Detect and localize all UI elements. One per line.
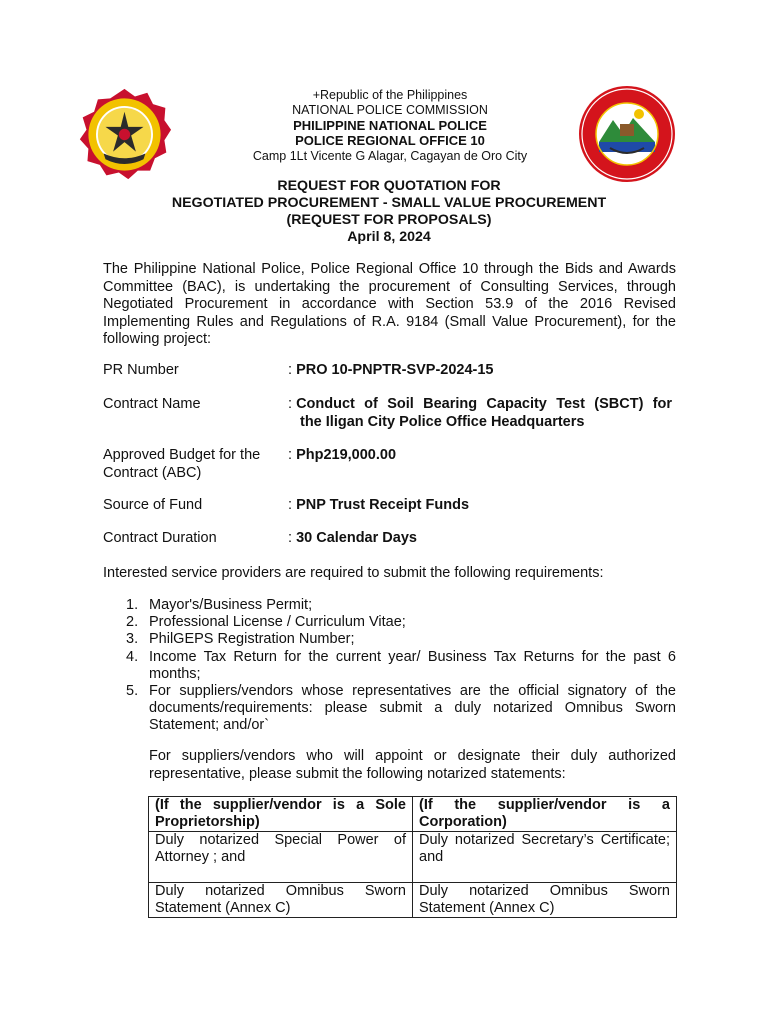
- list-item: 5. For suppliers/vendors whose representatives are the official signatory of the documents/requirements: please submit a duly notarized Omnibus Sworn Statement; and/or`: [126, 683, 676, 734]
- detail-label: Contract Duration: [103, 530, 217, 546]
- detail-label: Contract Name: [103, 396, 201, 412]
- detail-value: Conduct of Soil Bearing Capacity Test (SBCT) for: [296, 396, 673, 412]
- header-pro10: POLICE REGIONAL OFFICE 10: [295, 133, 485, 148]
- table-row: [149, 883, 677, 918]
- table-cell: Duly notarized Omnibus Sworn Statement (Annex C): [413, 883, 677, 918]
- title-line-3: (REQUEST FOR PROPOSALS): [286, 212, 492, 228]
- document-page: +Republic of the Philippines NATIONAL POLICE COMMISSION PHILIPPINE NATIONAL POLICE POLICE REGIONAL OFFICE 10 Camp 1Lt Vicente G Alagar, Cagayan de Oro City REQUEST FOR QUOTATION FOR NEGOTIATED PROCUREMENT - SMALL VALUE PROCUREMENT (REQUEST FOR PROPOSALS) April 8, 2024 The Philippine National Police, Police Regional Office 10 through the Bids and Awards Committee (BAC), is undertaking the procurement of Consulting Services, through Negotiated Procurement in accordance with Section 53.9 of the 2016 Revised Implementing Rules and Regulations of R.A. 9184 (Small Value Procurement), for the following project: PR Number : PRO 10-PNPTR-SVP-2024-15 Contract Name : Conduct of Soil Bearing Capacity Test (SBCT) for the Iligan City Police Office Headquarters Approved Budget for the Contract (ABC) : Php219,000.00 Source of Fund : PNP Trust Receipt Funds Contract Duration : 30 Calendar Days Interested service providers are required to submit the following requirements: 1. Mayor's/Business Permit; 2. Professional License / Curriculum Vitae; 3. PhilGEPS Registration Number; 4. Income Tax Return for the current year/ Business Tax Returns for the past 6 months; 5. For suppliers/vendors whose representatives are the official signatory of the documents/requirements: please submit a duly notarized Omnibus Sworn Statement; and/or` For suppliers/vendors who will appoint or designate their duly authorized representative, please submit the following notarized statements: (If the supplier/vendor is a Sole Proprietorship) (If the supplier/vendor is a Corporation) Duly notarized Special Power of Attorney ; and Duly notarized Secretary’s Certificate; and Duly notarized Omnibus Sworn Statement (Annex C) Duly notarized Omnibus Sworn Statement (Annex C): [0, 0, 770, 1024]
- header-address: Camp 1Lt Vicente G Alagar, Cagayan de Oro City: [252, 149, 528, 163]
- detail-value: 30 Calendar Days: [296, 530, 417, 546]
- list-item: 2. Professional License / Curriculum Vitae;: [126, 614, 406, 631]
- header-republic: +Republic of the Philippines: [312, 88, 468, 102]
- list-item: 4. Income Tax Return for the current year/ Business Tax Returns for the past 6 months;: [126, 648, 676, 682]
- pnp-seal-icon: [77, 87, 172, 182]
- detail-value-cont: the Iligan City Police Office Headquarters: [300, 413, 585, 430]
- detail-label-cont: Contract (ABC): [103, 464, 202, 481]
- detail-value: PNP Trust Receipt Funds: [296, 497, 470, 513]
- intro-paragraph: The Philippine National Police, Police Regional Office 10 through the Bids and Awards Committee (BAC), is undertaking the procurement of Consulting Services, through Negotiated Procurement in accordance with Section 53.9 of the 2016 Revised Implementing Rules and Regulations of R.A. 9184 (Small Value Procurement), for the following project:: [103, 261, 676, 348]
- table-header-corporation: (If the supplier/vendor is a Corporation): [413, 797, 677, 832]
- document-title: [100, 178, 678, 246]
- detail-value: Php219,000.00: [296, 447, 397, 463]
- table-row: [149, 832, 677, 883]
- detail-label: PR Number: [103, 362, 179, 378]
- list-item: 1. Mayor's/Business Permit;: [126, 597, 313, 613]
- appoint-paragraph: For suppliers/vendors who will appoint or designate their duly authorized representative, please submit the following notarized statements:: [149, 748, 676, 782]
- header-pnp: PHILIPPINE NATIONAL POLICE: [293, 118, 487, 133]
- requirements-intro: Interested service providers are required to submit the following requirements:: [103, 565, 604, 581]
- table-header-sole: (If the supplier/vendor is a Sole Proprietorship): [149, 797, 413, 832]
- detail-label: Approved Budget for the: [103, 447, 261, 463]
- title-line-1: REQUEST FOR QUOTATION FOR: [277, 178, 501, 194]
- list-item: 3. PhilGEPS Registration Number;: [126, 631, 355, 648]
- header-napolcom: NATIONAL POLICE COMMISSION: [292, 103, 488, 117]
- table-cell: Duly notarized Special Power of Attorney ; and: [149, 832, 413, 883]
- detail-value: PRO 10-PNPTR-SVP-2024-15: [296, 362, 494, 378]
- statements-table: [148, 796, 677, 918]
- title-line-2: NEGOTIATED PROCUREMENT - SMALL VALUE PROCUREMENT: [171, 195, 607, 211]
- title-date: April 8, 2024: [347, 229, 431, 245]
- pro10-seal-icon: [577, 84, 677, 184]
- table-cell: Duly notarized Omnibus Sworn Statement (Annex C): [149, 883, 413, 918]
- letterhead: [200, 88, 580, 164]
- detail-label: Source of Fund: [103, 497, 203, 513]
- table-cell: Duly notarized Secretary’s Certificate; and: [413, 832, 677, 883]
- table-row: [149, 797, 677, 832]
- requirements-list: [103, 597, 676, 735]
